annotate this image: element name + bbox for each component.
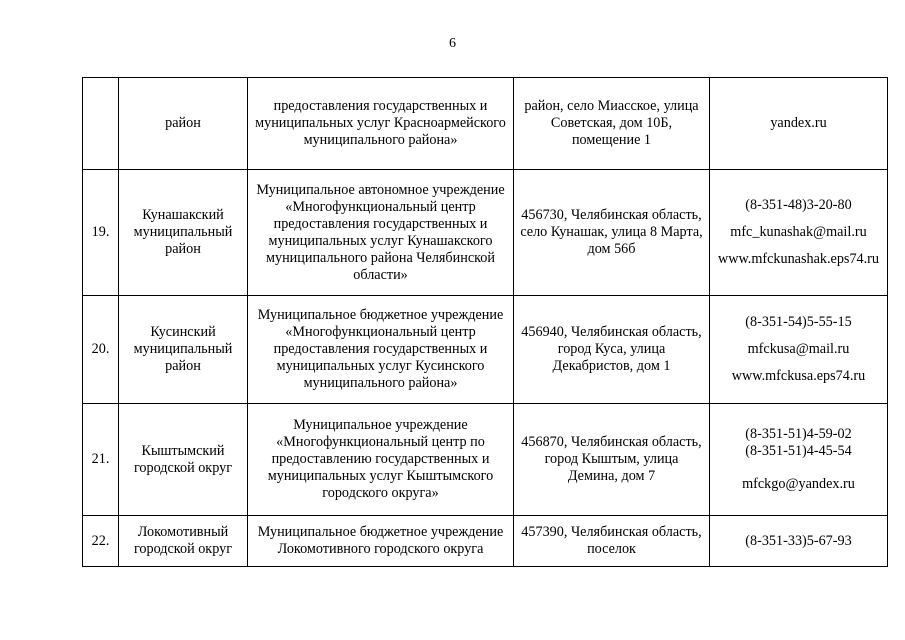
page-number: 6 [449,36,456,51]
district-cell: Локомотивный городской округ [119,516,248,567]
district-cell: Кунашакский муниципальный район [119,170,248,296]
email-link[interactable]: mfckgo@yandex.ru [742,476,855,492]
phone-number: (8-351-51)4-59-02 [745,426,852,442]
contacts-cell [710,516,888,567]
address-cell: 456730, Челябинская область, село Кунашак, улица 8 Марта, дом 56б [514,170,710,296]
organization-cell: Муниципальное учреждение «Многофункциональный центр по предоставлению государственных и муниципальных услуг Кыштымского городского округа» [248,404,514,516]
row-number [83,78,119,170]
phone-number: (8-351-54)5-55-15 [745,314,852,330]
website-link[interactable]: www.mfckusa.eps74.ru [731,368,866,384]
row-number: 21. [83,404,119,516]
contacts-cell [710,404,888,516]
contacts-cell [710,296,888,404]
organization-cell: Муниципальное бюджетное учреждение Локомотивного городского округа [248,516,514,567]
phone-number: (8-351-51)4-45-54 [745,443,852,459]
organization-cell: предоставления государственных и муниципальных услуг Красноармейского муниципального района» [248,78,514,170]
district-cell: район [119,78,248,170]
contacts-cell [710,170,888,296]
organization-cell: Муниципальное бюджетное учреждение «Многофункциональный центр предоставления государственных и муниципальных услуг Кусинского муниципального района» [248,296,514,404]
table-row [83,296,888,404]
row-number: 22. [83,516,119,567]
address-cell: 456870, Челябинская область, город Кыштым, улица Демина, дом 7 [514,404,710,516]
address-cell: район, село Миасское, улица Советская, дом 10Б, помещение 1 [514,78,710,170]
phone-number: (8-351-33)5-67-93 [745,532,852,549]
organization-cell: Муниципальное автономное учреждение «Многофункциональный центр предоставления государственных и муниципальных услуг Кунашакского муниципального района Челябинской области» [248,170,514,296]
address-cell: 457390, Челябинская область, поселок [514,516,710,567]
phone-number: (8-351-48)3-20-80 [745,197,852,213]
district-cell: Кыштымский городской округ [119,404,248,516]
district-cell: Кусинский муниципальный район [119,296,248,404]
table-row [83,170,888,296]
website-link[interactable]: yandex.ru [770,115,827,131]
email-link[interactable]: mfckusa@mail.ru [747,341,850,357]
mfc-registry-table [82,77,888,567]
table-row [83,404,888,516]
contacts-cell [710,78,888,170]
row-number: 19. [83,170,119,296]
table-row [83,78,888,170]
row-number: 20. [83,296,119,404]
table-row [83,516,888,567]
website-link[interactable]: www.mfckunashak.eps74.ru [717,251,879,267]
email-link[interactable]: mfc_kunashak@mail.ru [730,224,867,240]
address-cell: 456940, Челябинская область, город Куса, улица Декабристов, дом 1 [514,296,710,404]
